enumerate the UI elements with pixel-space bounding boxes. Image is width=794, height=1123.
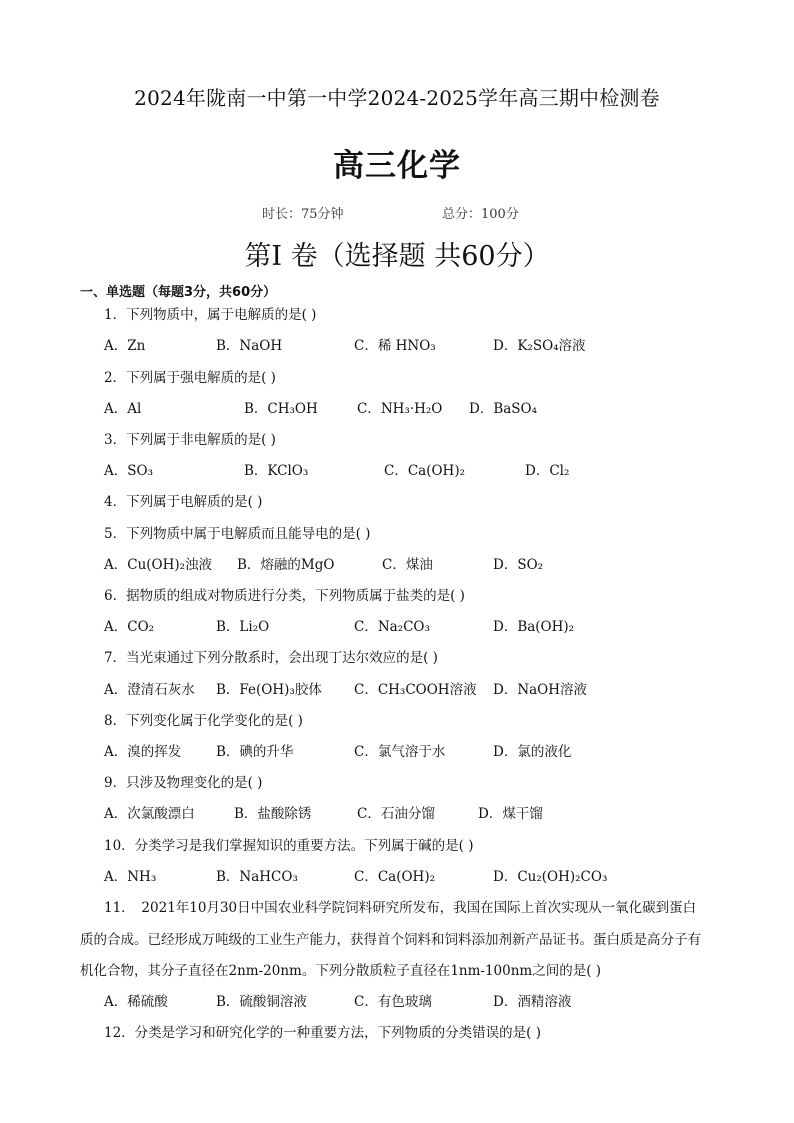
question-12-stem: 12．分类是学习和研究化学的一种重要方法，下列物质的分类错误的是( ): [104, 1025, 542, 1041]
q2-option-a: A．Al: [104, 401, 142, 417]
question-2-stem: 2．下列属于强电解质的是( ): [104, 370, 276, 386]
q5-option-a: A．Cu(OH)₂浊液: [104, 557, 213, 573]
question-1-stem: 1．下列物质中，属于电解质的是( ): [104, 307, 317, 323]
question-5-stem: 5．下列物质中属于电解质而且能导电的是( ): [104, 526, 371, 542]
q9-option-d: D．煤干馏: [478, 806, 543, 822]
q1-option-a: A．Zn: [104, 338, 146, 354]
q11-option-b: B．硫酸铜溶液: [216, 994, 307, 1010]
question-3-stem: 3．下列属于非电解质的是( ): [104, 432, 276, 448]
question-8-stem: 8．下列变化属于化学变化的是( ): [104, 713, 303, 729]
q2-option-b: B．CH₃OH: [244, 401, 318, 417]
q6-option-d: D．Ba(OH)₂: [493, 619, 575, 635]
q6-option-a: A．CO₂: [104, 619, 155, 635]
q8-option-c: C．氯气溶于水: [354, 744, 446, 760]
q7-option-b: B．Fe(OH)₃胶体: [216, 682, 322, 698]
q10-option-d: D．Cu₂(OH)₂CO₃: [493, 869, 608, 885]
q8-option-d: D．氯的液化: [493, 744, 572, 760]
q11-option-c: C．有色玻璃: [354, 994, 432, 1010]
q8-option-b: B．碘的升华: [216, 744, 294, 760]
exam-header: 2024年陇南一中第一中学2024-2025学年高三期中检测卷: [134, 86, 660, 110]
q8-option-a: A．溴的挥发: [104, 744, 182, 760]
q2-option-d: D．BaSO₄: [469, 401, 538, 417]
q11-option-d: D．酒精溶液: [493, 994, 572, 1010]
q9-option-c: C．石油分馏: [357, 806, 435, 822]
page-title: 高三化学: [333, 148, 461, 184]
duration-text: 时长：75分钟: [262, 207, 344, 222]
q5-option-c: C．煤油: [382, 557, 433, 573]
q10-option-b: B．NaHCO₃: [216, 869, 298, 885]
volume-title: 第Ⅰ 卷（选择题 共60分）: [244, 241, 550, 272]
q7-option-a: A．澄清石灰水: [104, 682, 195, 698]
q9-option-b: B．盐酸除锈: [234, 806, 312, 822]
section-title: 一、单选题（每题3分，共60分）: [80, 285, 277, 300]
q9-option-a: A．次氯酸漂白: [104, 806, 195, 822]
question-9-stem: 9．只涉及物理变化的是( ): [104, 775, 263, 791]
q1-option-b: B．NaOH: [216, 338, 283, 354]
total-score-text: 总分：100分: [442, 207, 519, 222]
q1-option-d: D．K₂SO₄溶液: [493, 338, 586, 354]
q3-option-b: B．KClO₃: [244, 463, 309, 479]
question-6-stem: 6．据物质的组成对物质进行分类，下列物质属于盐类的是( ): [104, 588, 465, 604]
q11-option-a: A．稀硫酸: [104, 994, 168, 1010]
q6-option-c: C．Na₂CO₃: [354, 619, 430, 635]
question-11-line-2: 质的合成。已经形成万吨级的工业生产能力，获得首个饲料和饲料添加剂新产品证书。蛋白质是高分子有: [80, 932, 701, 948]
q5-option-b: B．熔融的MgO: [237, 557, 335, 573]
question-11-line-1: 11． 2021年10月30日中国农业科学院饲料研究所发布，我国在国际上首次实现从一氧化碳到蛋白: [104, 900, 697, 916]
q3-option-d: D．Cl₂: [525, 463, 570, 479]
q2-option-c: C．NH₃·H₂O: [357, 401, 443, 417]
q10-option-a: A．NH₃: [104, 869, 157, 885]
question-10-stem: 10．分类学习是我们掌握知识的重要方法。下列属于碱的是( ): [104, 838, 474, 854]
question-7-stem: 7．当光束通过下列分散系时，会出现丁达尔效应的是( ): [104, 650, 438, 666]
q1-option-c: C．稀 HNO₃: [354, 338, 436, 354]
question-11-line-3: 机化合物，其分子直径在2nm-20nm。下列分散质粒子直径在1nm-100nm之间的是( ): [80, 963, 602, 979]
q10-option-c: C．Ca(OH)₂: [354, 869, 435, 885]
q6-option-b: B．Li₂O: [216, 619, 270, 635]
q5-option-d: D．SO₂: [493, 557, 544, 573]
question-4-stem: 4．下列属于电解质的是( ): [104, 494, 263, 510]
q7-option-c: C．CH₃COOH溶液: [354, 682, 477, 698]
q7-option-d: D．NaOH溶液: [493, 682, 588, 698]
q3-option-c: C．Ca(OH)₂: [384, 463, 465, 479]
q3-option-a: A．SO₃: [104, 463, 153, 479]
